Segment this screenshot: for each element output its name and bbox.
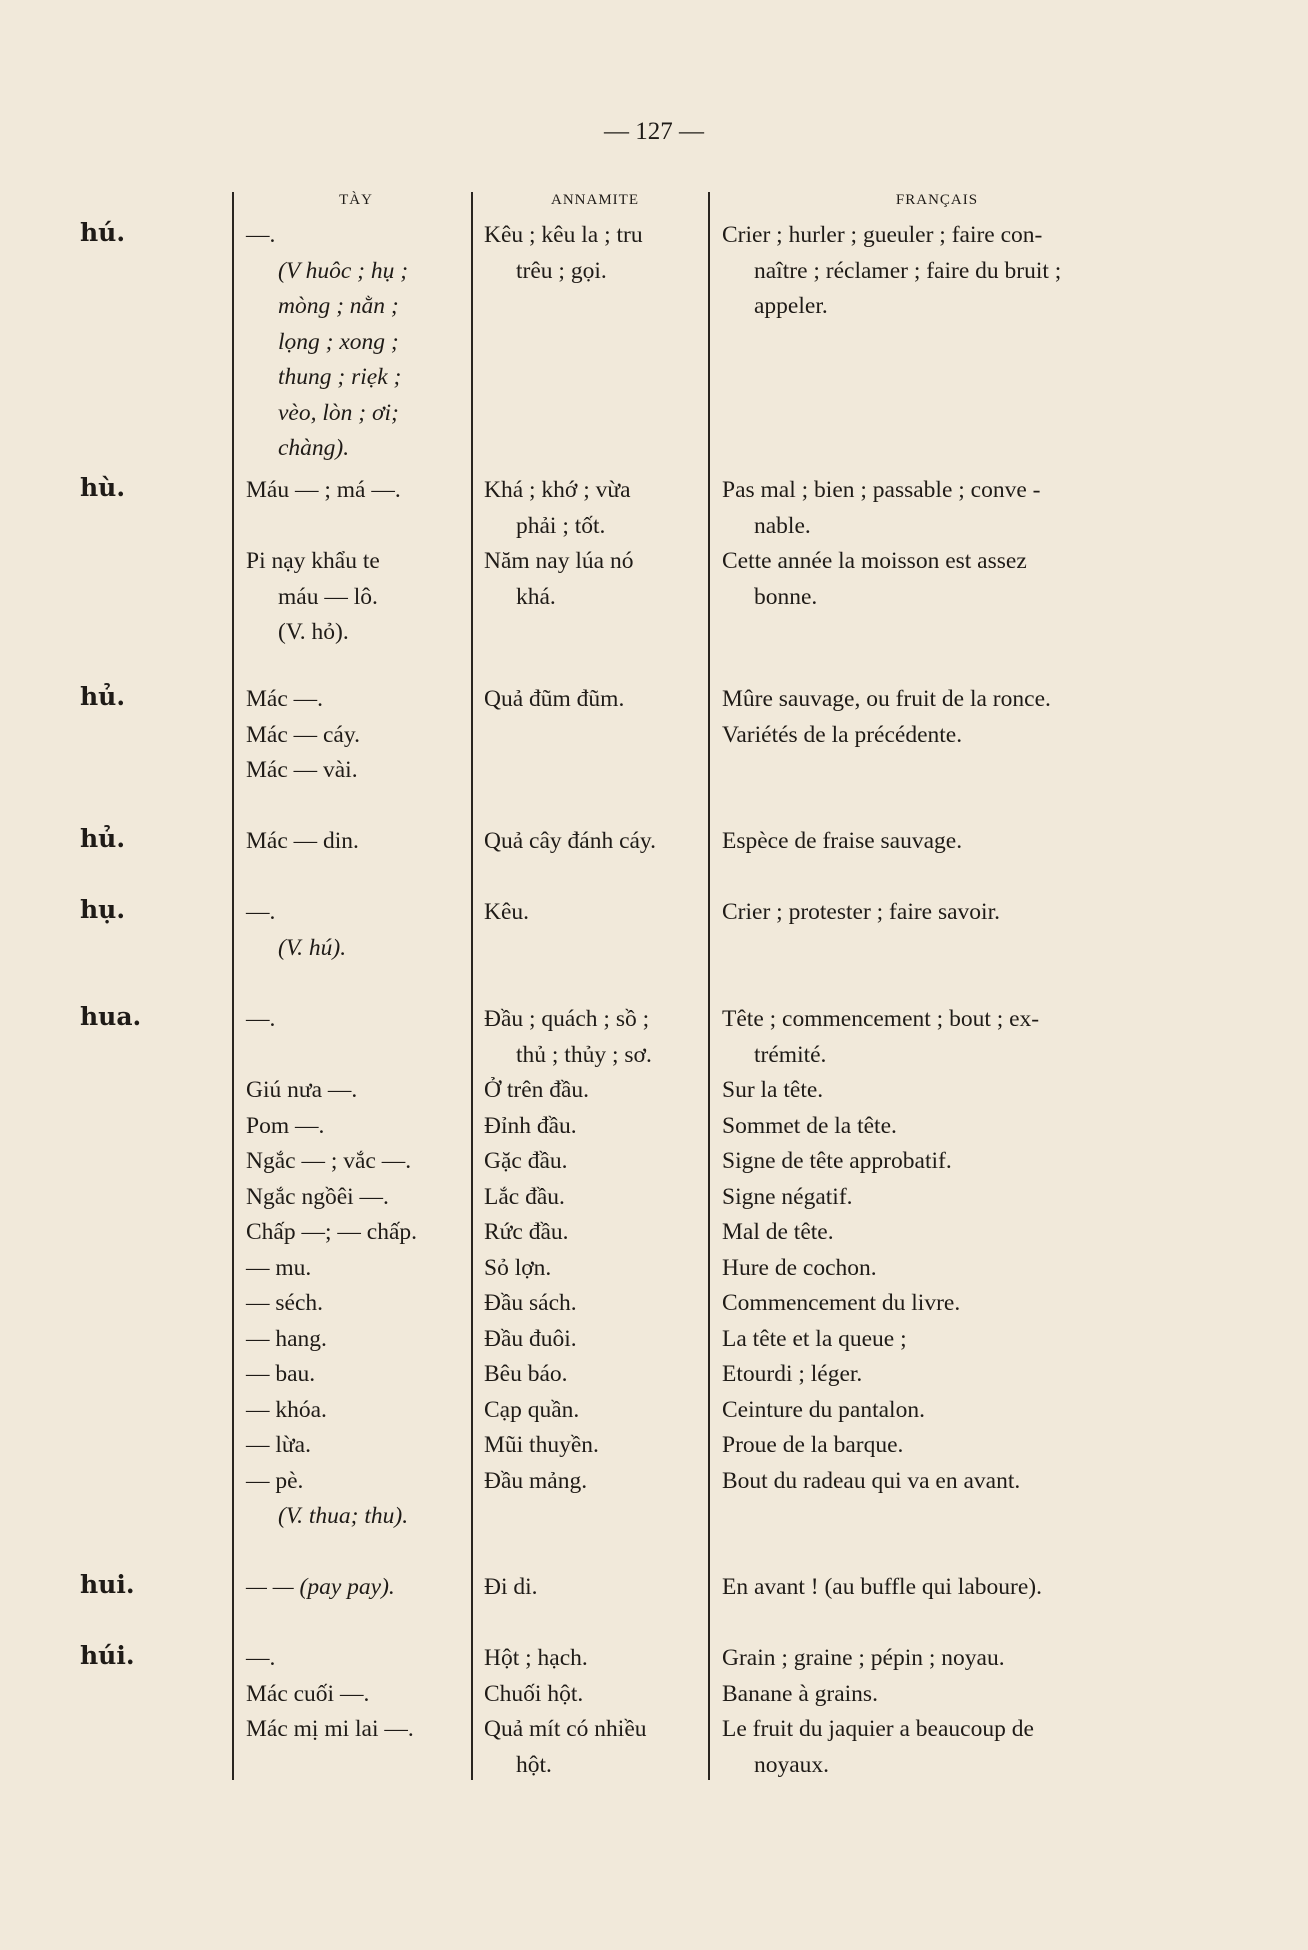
tay-line: (V huôc ; hụ ; — [278, 257, 409, 284]
annamite-line: Quả mít có nhiều — [484, 1716, 647, 1742]
spacer — [246, 1038, 466, 1074]
francais-line: Ceinture du pantalon. — [722, 1396, 925, 1423]
column-header-tay: TÀY — [339, 192, 373, 208]
tay-cell — [246, 682, 466, 789]
tay-line: chàng). — [278, 435, 350, 461]
tay-line: — khóa. — [246, 1396, 327, 1423]
tay-line: Mác — vài. — [246, 757, 358, 783]
francais-line: Mal de tête. — [722, 1219, 834, 1245]
tay-cell — [246, 218, 466, 467]
tay-line: máu — lô. — [278, 583, 378, 610]
annamite-cell — [484, 1570, 706, 1606]
tay-line: Pom —. — [246, 1112, 325, 1139]
headword: hui. — [80, 1570, 135, 1599]
francais-cell — [722, 1641, 1152, 1783]
annamite-cell — [484, 1641, 706, 1783]
francais-line: noyaux. — [754, 1751, 830, 1778]
annamite-line: Kêu ; kêu la ; tru — [484, 222, 643, 248]
francais-line: Signe négatif. — [722, 1183, 853, 1210]
francais-line: Etourdi ; léger. — [722, 1361, 863, 1387]
annamite-cell — [484, 682, 706, 718]
tay-line: — — (pay pay). — [246, 1574, 395, 1600]
annamite-line: Kêu. — [484, 899, 530, 925]
tay-line: Mác cuối —. — [246, 1680, 370, 1707]
francais-line: Crier ; hurler ; gueuler ; faire con- — [722, 222, 1043, 248]
spacer — [246, 509, 466, 545]
annamite-line: Lắc đầu. — [484, 1183, 565, 1210]
francais-line: Crier ; protester ; faire savoir. — [722, 899, 1000, 925]
francais-line: naître ; réclamer ; faire du bruit ; — [754, 257, 1062, 284]
tay-line: — hang. — [246, 1325, 327, 1352]
column-header-annamite: ANNAMITE — [551, 192, 639, 208]
annamite-cell — [484, 895, 706, 931]
francais-cell — [722, 1002, 1152, 1499]
tay-line: Ngắc — ; vắc —. — [246, 1148, 412, 1174]
annamite-line: Quả đũm đũm. — [484, 686, 625, 712]
annamite-line: Ở trên đầu. — [484, 1077, 590, 1103]
tay-line: vèo, lòn ; ơi; — [278, 399, 399, 426]
headword: húi. — [80, 1641, 135, 1670]
tay-line: Ngắc ngồêi —. — [246, 1183, 389, 1210]
annamite-line: Khá ; khớ ; vừa — [484, 477, 631, 503]
annamite-line: Đầu ; quách ; sồ ; — [484, 1006, 650, 1032]
tay-line: (V. hỏ). — [278, 619, 349, 645]
tay-line: — séch. — [246, 1290, 324, 1316]
francais-line: Grain ; graine ; pépin ; noyau. — [722, 1645, 1005, 1671]
tay-line: —. — [246, 899, 276, 925]
annamite-line: Cạp quần. — [484, 1396, 580, 1423]
tay-line: — lừa. — [246, 1432, 311, 1458]
francais-line: Variétés de la précédente. — [722, 721, 963, 748]
annamite-line: Rức đầu. — [484, 1219, 569, 1245]
annamite-line: Hột ; hạch. — [484, 1645, 588, 1671]
francais-line: Cette année la moisson est assez — [722, 548, 1027, 574]
francais-line: Mûre sauvage, ou fruit de la ronce. — [722, 686, 1051, 712]
annamite-line: Đỉnh đầu. — [484, 1112, 577, 1139]
annamite-line: Chuối hột. — [484, 1680, 584, 1707]
tay-line: lọng ; xong ; — [278, 328, 399, 355]
tay-line: Pi nạy khẩu te — [246, 548, 380, 574]
tay-line: (V. hú). — [278, 934, 347, 961]
francais-line: Bout du radeau qui va en avant. — [722, 1467, 1021, 1494]
annamite-cell — [484, 473, 706, 615]
tay-line: Giú nưa —. — [246, 1077, 358, 1103]
annamite-line: hột. — [516, 1751, 552, 1778]
francais-line: Pas mal ; bien ; passable ; conve - — [722, 477, 1041, 503]
francais-cell — [722, 824, 1152, 860]
page-number: — 127 — — [604, 118, 704, 145]
tay-cell — [246, 895, 466, 966]
francais-line: Banane à grains. — [722, 1680, 878, 1707]
column-header-francais: FRANÇAIS — [895, 192, 979, 208]
tay-line: Mác mị mi lai —. — [246, 1716, 414, 1742]
tay-line: Chấp —; — chấp. — [246, 1219, 417, 1245]
francais-line: Commencement du livre. — [722, 1290, 961, 1316]
francais-line: bonne. — [754, 583, 818, 610]
column-divider-middle — [471, 192, 473, 1780]
annamite-line: Mũi thuyền. — [484, 1432, 599, 1458]
francais-line: Hure de cochon. — [722, 1254, 877, 1281]
tay-cell — [246, 1002, 466, 1535]
annamite-line: Năm nay lúa nó — [484, 548, 634, 574]
francais-line: Le fruit du jaquier a beaucoup de — [722, 1716, 1034, 1742]
tay-line: (V. thua; thu). — [278, 1503, 409, 1529]
tay-line: Máu — ; má —. — [246, 477, 401, 503]
tay-line: mòng ; nằn ; — [278, 293, 399, 319]
headword: hụ. — [80, 895, 126, 924]
francais-line: La tête et la queue ; — [722, 1325, 907, 1352]
tay-line: —. — [246, 1645, 276, 1671]
column-divider-right — [708, 192, 710, 1780]
francais-line: En avant ! (au buffle qui laboure). — [722, 1574, 1042, 1600]
francais-line: Sommet de la tête. — [722, 1112, 897, 1139]
annamite-line: Sỏ lợn. — [484, 1254, 552, 1281]
annamite-line: Gặc đầu. — [484, 1148, 568, 1174]
francais-cell — [722, 473, 1152, 615]
annamite-cell — [484, 218, 706, 289]
tay-line: thung ; riẹk ; — [278, 364, 402, 390]
francais-line: Espèce de fraise sauvage. — [722, 828, 963, 854]
tay-line: Mác — cáy. — [246, 721, 360, 748]
francais-line: Proue de la barque. — [722, 1432, 904, 1458]
annamite-line: phải ; tốt. — [516, 512, 606, 539]
annamite-cell — [484, 824, 706, 860]
francais-cell — [722, 682, 1152, 753]
headword: hua. — [80, 1002, 142, 1031]
francais-line: Signe de tête approbatif. — [722, 1148, 952, 1174]
tay-line: Mác — din. — [246, 828, 359, 854]
annamite-cell — [484, 1002, 706, 1499]
francais-line: nable. — [754, 512, 811, 539]
annamite-line: Đầu đuôi. — [484, 1325, 577, 1352]
tay-line: — mu. — [246, 1254, 312, 1281]
francais-line: Tête ; commencement ; bout ; ex- — [722, 1006, 1040, 1032]
column-divider-left — [232, 192, 234, 1780]
annamite-line: Đầu mảng. — [484, 1467, 588, 1494]
francais-cell — [722, 1570, 1152, 1606]
tay-cell — [246, 1570, 466, 1606]
tay-cell — [246, 473, 466, 651]
headword: hú. — [80, 218, 126, 247]
tay-line: Mác —. — [246, 686, 324, 712]
annamite-line: Đi di. — [484, 1574, 538, 1600]
headword: hủ. — [80, 682, 126, 711]
francais-line: Sur la tête. — [722, 1077, 824, 1103]
tay-cell — [246, 1641, 466, 1748]
tay-line: — pè. — [246, 1467, 304, 1494]
francais-cell — [722, 218, 1152, 325]
headword: hù. — [80, 473, 126, 502]
tay-line: —. — [246, 1006, 276, 1032]
francais-cell — [722, 895, 1152, 931]
annamite-line: Bêu báo. — [484, 1361, 568, 1387]
annamite-line: khá. — [516, 583, 556, 610]
tay-line: — bau. — [246, 1361, 316, 1387]
annamite-line: Đầu sách. — [484, 1290, 577, 1316]
francais-line: appeler. — [754, 293, 828, 319]
tay-cell — [246, 824, 466, 860]
annamite-line: thủ ; thủy ; sơ. — [516, 1041, 652, 1068]
tay-line: —. — [246, 222, 276, 248]
headword: hủ. — [80, 824, 126, 853]
annamite-line: Quả cây đánh cáy. — [484, 828, 657, 854]
annamite-line: trêu ; gọi. — [516, 257, 607, 284]
francais-line: trémité. — [754, 1041, 827, 1068]
